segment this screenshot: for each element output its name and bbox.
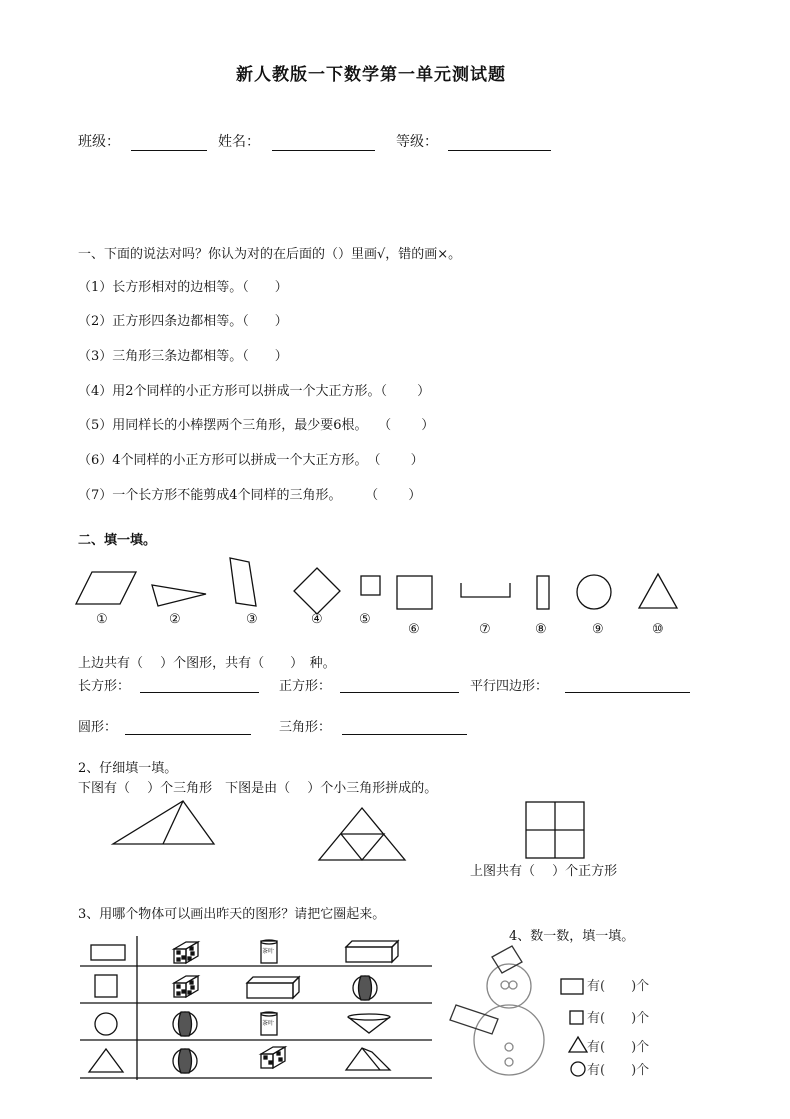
para-answer-line[interactable] [565,692,690,693]
judge-item-1[interactable]: （1）长方形相对的边相等。（ ） [78,280,288,295]
box-object-1 [346,941,398,962]
ball-object-3 [353,976,377,1000]
shape-number-5: ⑤ [359,612,371,627]
shape-number-4: ④ [311,612,323,627]
shape-square [397,576,432,609]
shape-triangle-thin [152,585,206,606]
shape-number-6: ⑥ [408,622,420,637]
grade-label: 等级： [396,134,438,150]
q4-row-rect[interactable]: 有( )个 [587,979,650,994]
judge-item-6[interactable]: （6）4个同样的小正方形可以拼成一个大正方形。 （ ） [78,453,424,468]
shape-triangle [639,574,677,608]
shape-number-7: ⑦ [479,622,491,637]
shape-number-1: ① [96,612,108,627]
q3-heading: 3、用哪个物体可以画出昨天的图形？请把它圈起来。 [78,907,386,922]
circle-label: 圆形： [78,720,118,735]
shape-tilted-quad [230,558,256,606]
q4-row-circle[interactable]: 有( )个 [587,1063,650,1078]
rect-label: 长方形： [78,679,131,694]
judge-item-2[interactable]: （2）正方形四条边都相等。（ ） [78,314,288,329]
name-label: 姓名： [218,134,260,150]
tea-can-label-1: 茶叶 [262,948,275,955]
q2-line[interactable]: 下图有（ ）个三角形 下图是由（ ）个小三角形拼成的。 [78,781,438,796]
ball-object-2 [173,1049,197,1073]
snowman-picture [450,946,544,1075]
ball-object-1 [173,1012,197,1036]
shape-small-square [361,576,380,595]
shape-number-2: ② [169,612,181,627]
shape-number-3: ③ [246,612,258,627]
rect-icon [561,979,583,994]
tea-can-label-2: 茶叶 [262,1020,275,1027]
shape-tall-rectangle [537,576,549,609]
class-label: 班级： [78,134,120,150]
shape-diamond [294,568,340,614]
cube-object-3 [261,1047,285,1068]
judge-item-4[interactable]: （4）用2个同样的小正方形可以拼成一个大正方形。（ ） [78,384,431,399]
q4-heading: 4、数一数，填一填。 [509,929,635,944]
shape-open-rectangle [461,583,510,597]
square-grid-figure [526,802,584,858]
circle-answer-line[interactable] [125,734,251,735]
page-title: 新人教版一下数学第一单元测试题 [236,65,506,85]
rect-answer-line[interactable] [140,692,259,693]
shape-parallelogram [76,572,136,604]
q2-heading: 2、仔细填一填。 [78,761,178,776]
circle-icon [571,1062,585,1076]
prism-object [346,1048,390,1070]
square-icon [570,1011,583,1024]
q4-row-square[interactable]: 有( )个 [587,1011,650,1026]
square-label: 正方形： [279,679,332,694]
shape-circle [577,575,611,609]
judge-item-7[interactable]: （7）一个长方形不能剪成4个同样的三角形。 （ ） [78,488,422,503]
cone-object [348,1014,390,1033]
para-label: 平行四边形： [470,679,549,694]
shape-number-9: ⑨ [592,622,604,637]
box-object-2 [247,977,299,998]
triangle-label: 三角形： [279,720,332,735]
triangle-icon [569,1037,587,1052]
cube-object-2 [174,976,198,997]
q2-caption[interactable]: 上图共有（ ）个正方形 [470,864,618,879]
shape-number-8: ⑧ [535,622,547,637]
count-line[interactable]: 上边共有（ ）个图形，共有（ ） 种。 [78,656,336,671]
shape-number-10: ⑩ [652,622,664,637]
triangle-answer-line[interactable] [342,734,467,735]
judge-item-5[interactable]: （5）用同样长的小棒摆两个三角形，最少要6根。 （ ） [78,418,435,433]
square-answer-line[interactable] [340,692,459,693]
triangle-figure-a [113,801,214,844]
section1-heading: 一、下面的说法对吗？你认为对的在后面的（）里画√，错的画×。 [78,247,462,262]
section2-heading: 二、填一填。 [78,533,157,548]
q4-row-triangle[interactable]: 有( )个 [587,1040,650,1055]
judge-item-3[interactable]: （3）三角形三条边都相等。（ ） [78,349,288,364]
triangle-figure-b [319,808,405,860]
cube-object-1 [174,942,198,963]
